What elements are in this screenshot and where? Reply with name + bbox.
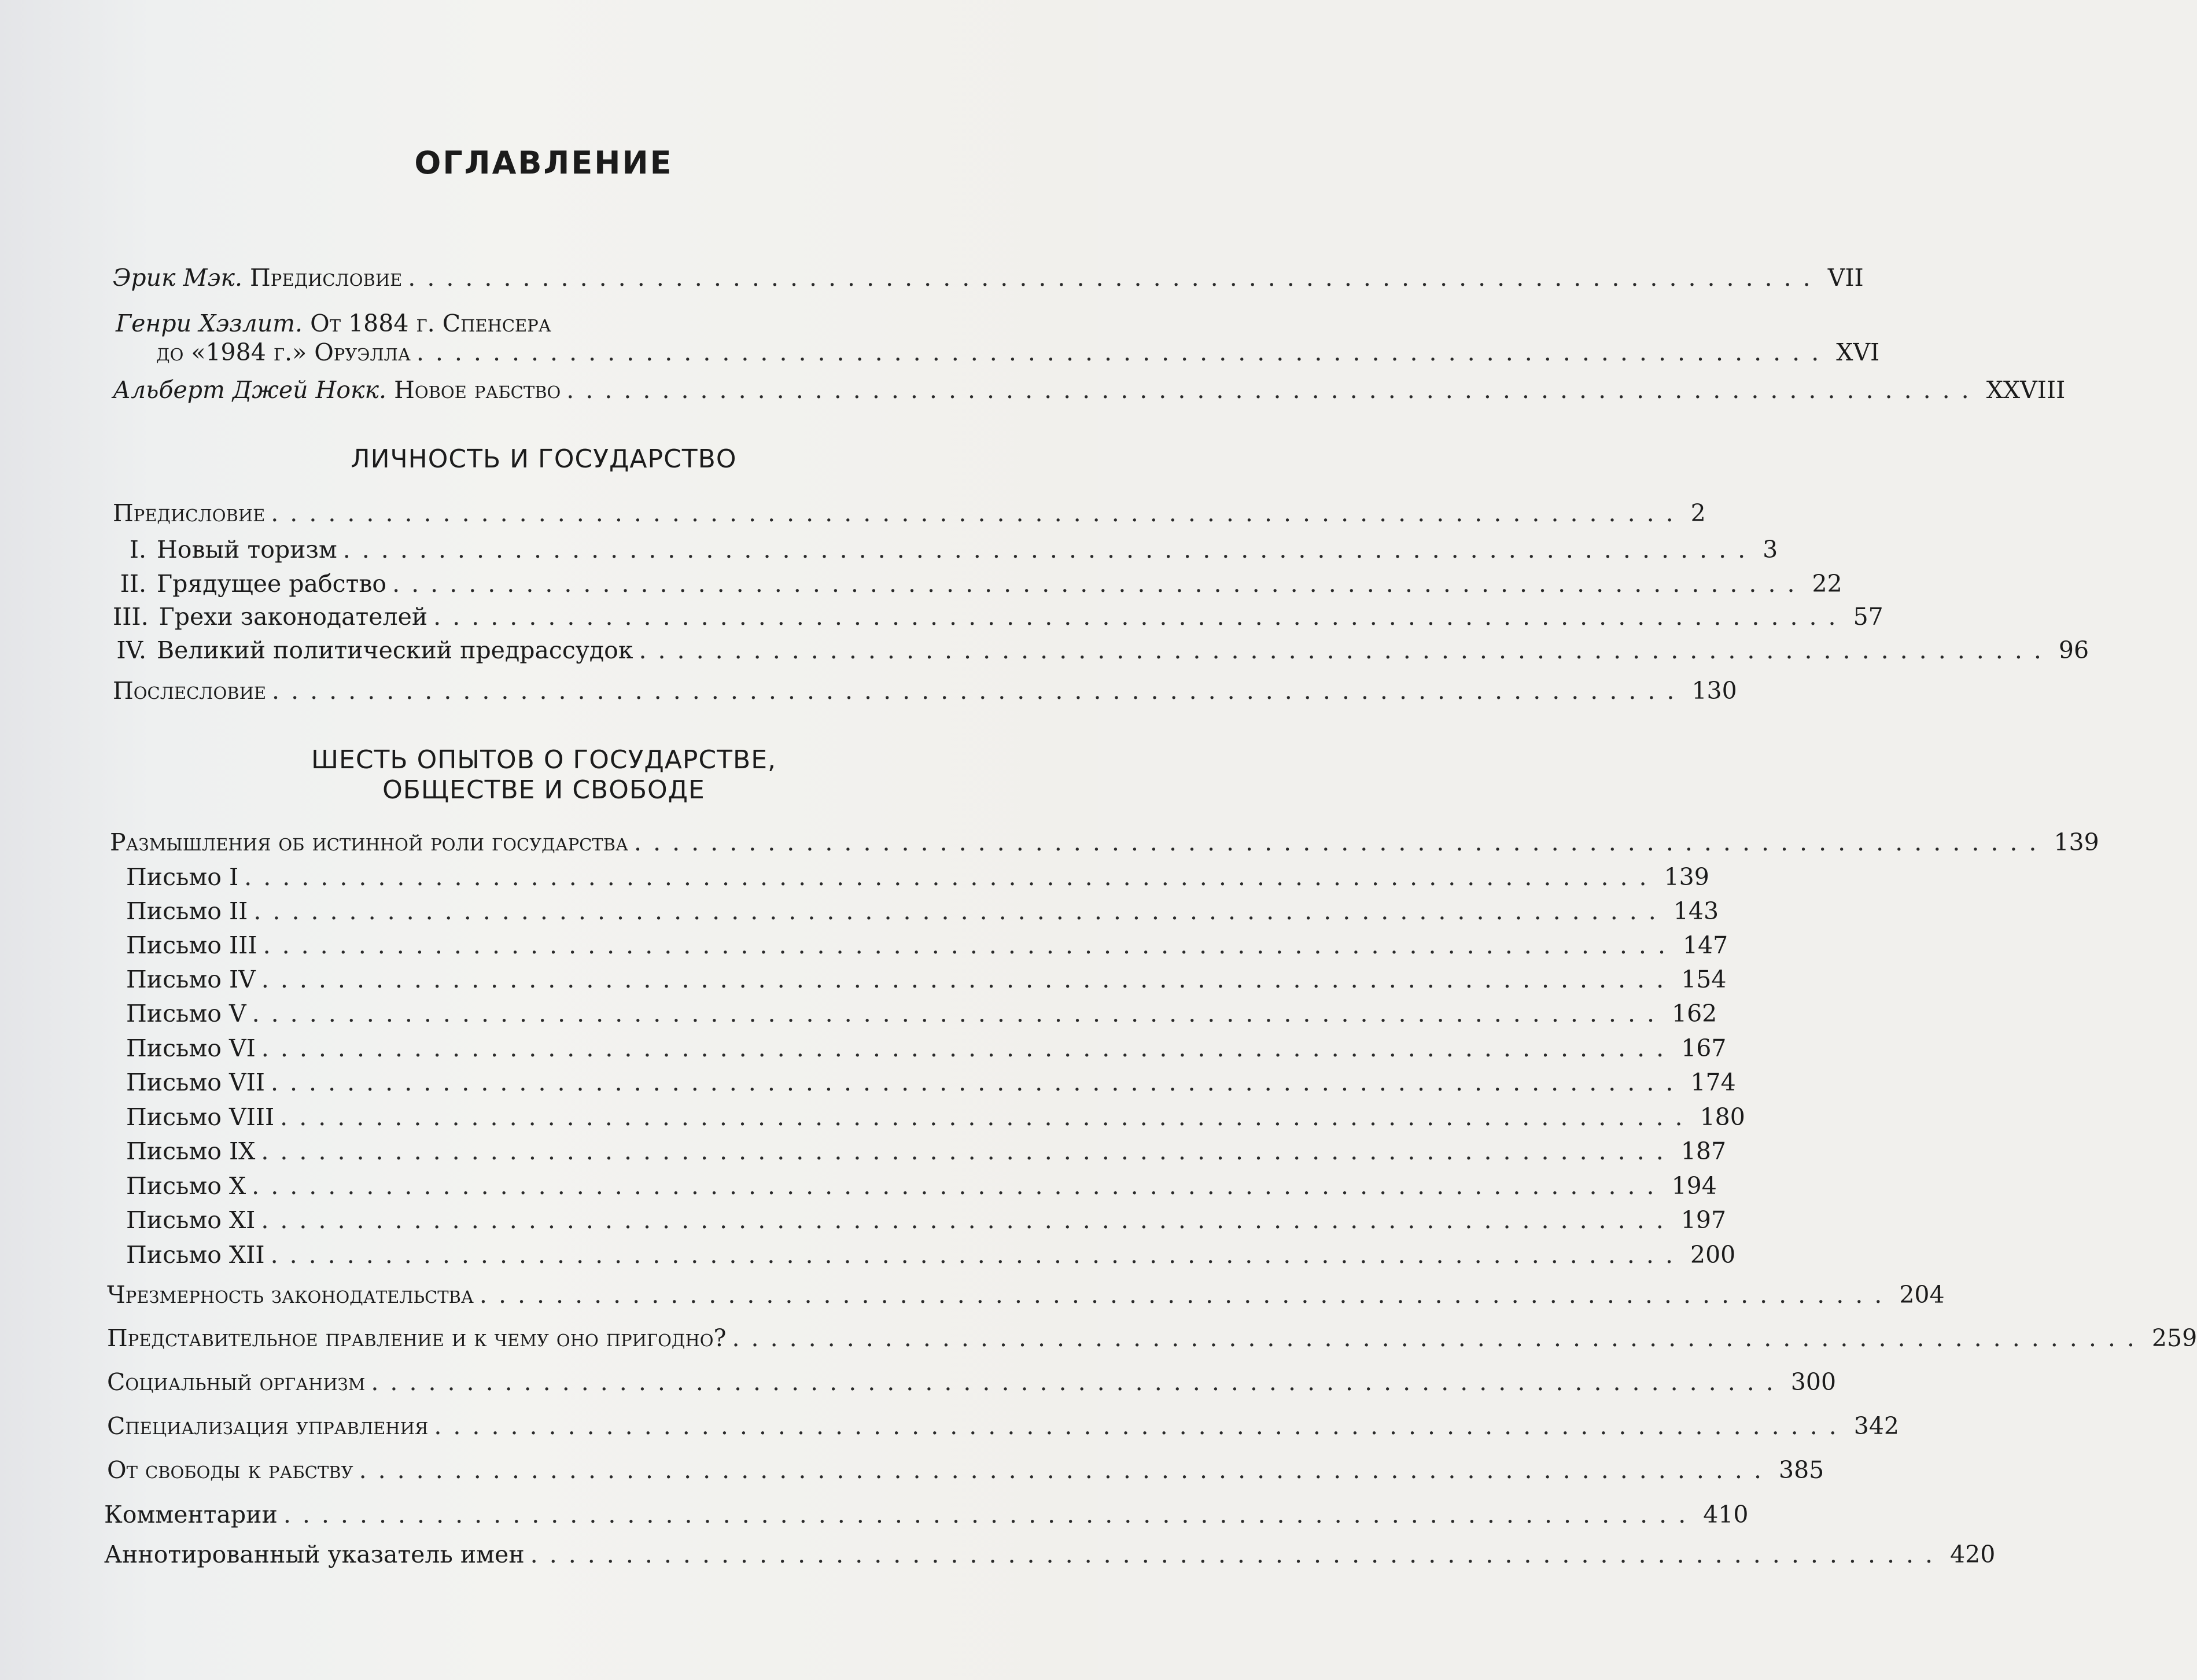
page-number: VII [1827, 264, 1864, 292]
toc-entry [107, 1320, 2197, 1353]
author-name: Эрик Мэк. [113, 264, 242, 292]
toc-entry-letter [126, 961, 1727, 994]
entry-title: Письмо III [126, 931, 257, 959]
page-number: 96 [2058, 636, 2089, 664]
toc-entry-letter [126, 1202, 1727, 1235]
dot-leader: .......................................................................... [416, 338, 1831, 366]
page-number: 139 [1664, 863, 1709, 891]
toc-entry [113, 632, 2089, 665]
page-number: 154 [1681, 966, 1727, 993]
page-number: 130 [1691, 677, 1737, 705]
toc-entry-letter [126, 859, 1709, 892]
page-number: 162 [1672, 1000, 1717, 1027]
entry-title: Размышления об истинной роли государства [110, 828, 629, 856]
dot-leader: .......................................................................... [253, 897, 1668, 925]
page-number: 174 [1690, 1069, 1736, 1096]
chapter-number: IV. [116, 636, 146, 664]
dot-leader: .......................................................................... [634, 828, 2048, 856]
dot-leader: .......................................................................... [272, 677, 1686, 705]
toc-entry-letter [126, 1030, 1727, 1063]
dot-leader: .......................................................................... [270, 1069, 1685, 1096]
page-number: 259 [2151, 1324, 2197, 1352]
toc-entry-letter [126, 1133, 1727, 1166]
entry-title: От 1884 г. Спенсера [310, 310, 551, 337]
dot-leader: .......................................................................... [244, 863, 1658, 891]
entry-title: Письмо XII [126, 1241, 265, 1269]
entry-title: Специализация управления [107, 1412, 429, 1440]
entry-title: Письмо IV [126, 966, 256, 993]
page-number: 420 [1950, 1541, 1996, 1568]
entry-title: Грядущее рабство [157, 570, 387, 598]
toc-entry [113, 531, 1778, 565]
dot-leader: .......................................................................... [261, 1206, 1675, 1234]
dot-leader: .......................................................................... [280, 1103, 1694, 1131]
section-title-line-1: ШЕСТЬ ОПЫТОВ О ГОСУДАРСТВЕ, [311, 745, 777, 775]
toc-entry [107, 1364, 1837, 1397]
page-number: 187 [1680, 1137, 1727, 1165]
toc-entry [107, 1276, 1945, 1310]
page-number: 2 [1690, 499, 1706, 527]
page-number: 342 [1853, 1412, 1900, 1440]
author-name: Генри Хэзлит. [116, 310, 303, 337]
entry-title: Новое рабство [394, 376, 561, 404]
page-number: 200 [1690, 1241, 1736, 1269]
toc-entry-letter [126, 1064, 1736, 1097]
toc-entry-letter [126, 927, 1728, 960]
dot-leader: .......................................................................... [371, 1368, 1785, 1396]
dot-leader: .......................................................................... [408, 264, 1822, 292]
toc-entry-letter [126, 995, 1717, 1029]
page-number: XXVIII [1986, 376, 2066, 404]
dot-leader: .......................................................................... [263, 931, 1677, 959]
toc-entry [113, 672, 1737, 706]
dot-leader: .......................................................................... [270, 1241, 1684, 1269]
page-number: 385 [1778, 1456, 1824, 1484]
page-number: 410 [1703, 1501, 1749, 1528]
dot-leader: .......................................................................... [359, 1456, 1773, 1484]
dot-leader: .......................................................................... [261, 1137, 1675, 1165]
dot-leader: .......................................................................... [434, 1412, 1848, 1440]
toc-entry-intro-3 [113, 371, 2066, 405]
entry-title: Письмо VII [126, 1069, 265, 1096]
toc-entry [104, 1536, 1996, 1570]
dot-leader: .......................................................................... [433, 603, 1848, 631]
page-number: 3 [1763, 536, 1778, 563]
dot-leader: .......................................................................... [732, 1324, 2146, 1352]
entry-title: Письмо V [126, 1000, 246, 1027]
page-number: 147 [1682, 931, 1728, 959]
dot-leader: .......................................................................... [252, 1172, 1666, 1200]
page-number: XVI [1836, 338, 1880, 366]
entry-title: От свободы к рабству [107, 1456, 353, 1484]
chapter-number: III. [113, 603, 149, 631]
entry-title: Комментарии [104, 1501, 278, 1528]
dot-leader: .......................................................................... [639, 636, 2053, 664]
entry-title: Аннотированный указатель имен [104, 1541, 525, 1568]
entry-title: Новый торизм [157, 536, 337, 563]
dot-leader: .......................................................................... [479, 1281, 1894, 1309]
toc-entry-letter [126, 1099, 1745, 1132]
section-title-line-2: ОБЩЕСТВЕ И СВОБОДЕ [382, 775, 705, 805]
entry-title: Письмо VI [126, 1034, 256, 1062]
toc-entry-intro-1 [113, 259, 1864, 293]
page-title: ОГЛАВЛЕНИЕ [414, 145, 673, 181]
toc-entry-letter [126, 1236, 1736, 1270]
entry-title: Письмо II [126, 897, 248, 925]
toc-entry-letter [126, 1167, 1717, 1201]
entry-title: Письмо I [126, 863, 239, 891]
dot-leader: .......................................................................... [283, 1501, 1698, 1528]
page-number: 167 [1681, 1034, 1727, 1062]
entry-title: Социальный организм [107, 1368, 366, 1396]
page-number: 300 [1790, 1368, 1837, 1396]
page-number: 197 [1680, 1206, 1727, 1234]
toc-entry-intro-2-cont [156, 334, 1880, 367]
entry-title: Письмо IX [126, 1137, 256, 1165]
toc-entry [113, 565, 1842, 599]
entry-title: Письмо X [126, 1172, 246, 1200]
page-number: 139 [2054, 828, 2099, 856]
dot-leader: .......................................................................... [530, 1541, 1945, 1568]
page-number: 180 [1700, 1103, 1745, 1131]
page-number: 22 [1812, 570, 1842, 598]
entry-title: Письмо VIII [126, 1103, 275, 1131]
page-number: 57 [1853, 603, 1883, 631]
author-name: Альберт Джей Нокк. [113, 376, 387, 404]
dot-leader: .......................................................................... [252, 1000, 1667, 1027]
entry-title-cont: до «1984 г.» Оруэлла [156, 338, 411, 366]
entry-title: Предисловие [250, 264, 403, 292]
entry-title: Великий политический предрассудок [157, 636, 633, 664]
chapter-number: I. [129, 536, 146, 563]
dot-leader: .......................................................................... [261, 1034, 1676, 1062]
entry-title: Письмо XI [126, 1206, 256, 1234]
toc-entry [113, 598, 1883, 632]
section-title: ЛИЧНОСТЬ И ГОСУДАРСТВО [351, 444, 737, 474]
page-number: 194 [1671, 1172, 1717, 1200]
entry-title: Представительное правление и к чему оно пригодно? [107, 1324, 727, 1352]
entry-title: Предисловие [113, 499, 266, 527]
toc-entry [104, 1496, 1749, 1530]
dot-leader: .......................................................................... [566, 376, 1981, 404]
toc-entry-letter [126, 893, 1719, 926]
entry-title: Чрезмерность законодательства [107, 1281, 474, 1309]
dot-leader: .......................................................................... [271, 499, 1685, 527]
entry-title: Послесловие [113, 677, 267, 705]
toc-entry [113, 495, 1706, 528]
toc-entry [110, 824, 2099, 857]
page-number: 143 [1673, 897, 1719, 925]
toc-entry [107, 1451, 1824, 1485]
chapter-number: II. [120, 570, 146, 598]
dot-leader: .......................................................................... [261, 966, 1676, 993]
dot-leader: .......................................................................... [342, 536, 1757, 563]
dot-leader: .......................................................................... [392, 570, 1807, 598]
toc-entry [107, 1408, 1900, 1441]
page-number: 204 [1899, 1281, 1945, 1309]
entry-title: Грехи законодателей [158, 603, 428, 631]
